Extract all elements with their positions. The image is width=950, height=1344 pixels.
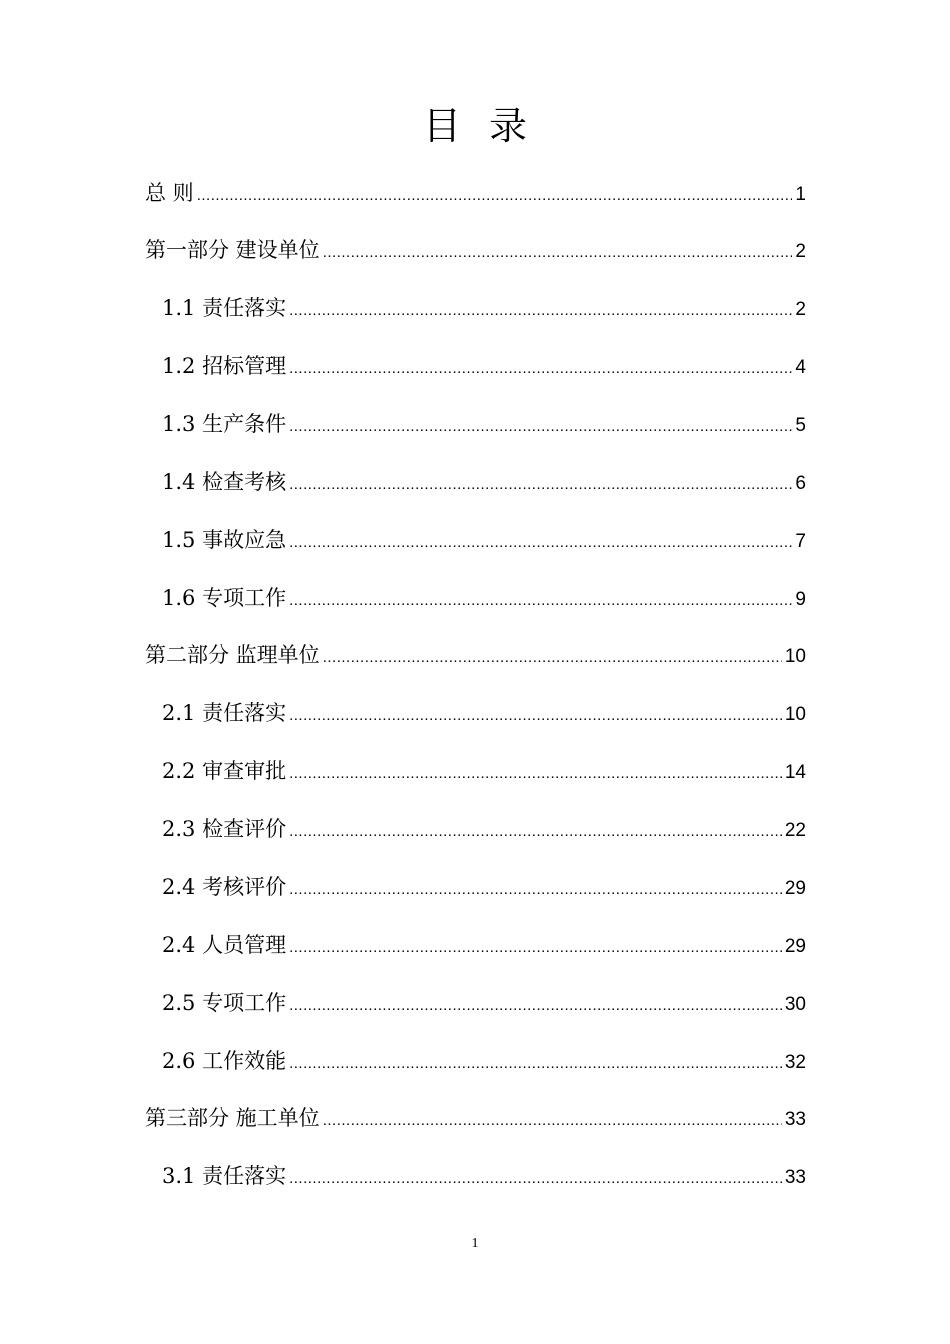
dot-leader: [289, 585, 792, 617]
dot-leader: [289, 1048, 782, 1080]
toc-entry-2-2[interactable]: [162, 755, 806, 787]
toc-entry-label: 2.3 检查评价: [162, 817, 287, 841]
toc-entry-1-1[interactable]: [162, 292, 806, 324]
toc-entry-label: 2.2 审查审批: [162, 759, 287, 783]
toc-entry-2-5[interactable]: [162, 987, 806, 1019]
toc-entry-general[interactable]: [145, 177, 806, 209]
toc-entry-page: 2: [795, 241, 806, 262]
toc-entry-1-3[interactable]: [162, 408, 806, 440]
toc-entry-label: 2.4 人员管理: [162, 933, 287, 957]
toc-entry-page: 2: [795, 299, 806, 320]
dot-leader: [289, 874, 782, 906]
toc-entry-page: 32: [784, 1052, 806, 1073]
toc-entry-page: 5: [795, 415, 806, 436]
page-number: 1: [471, 1236, 479, 1251]
dot-leader: [289, 411, 792, 443]
toc-entry-label: 1.6 专项工作: [162, 586, 287, 610]
dot-leader: [289, 816, 782, 848]
toc-entry-2-4b[interactable]: [162, 929, 806, 961]
dot-leader: [289, 295, 792, 327]
page-title: 目录: [422, 104, 555, 148]
dot-leader: [323, 1105, 782, 1137]
toc-entry-label: 1.2 招标管理: [162, 354, 287, 378]
toc-entry-2-3[interactable]: [162, 813, 806, 845]
toc-entry-page: 1: [795, 184, 806, 205]
toc-entry-2-1[interactable]: [162, 697, 806, 729]
toc-entry-label: 第二部分 监理单位: [145, 643, 320, 667]
toc-entry-2-6[interactable]: [162, 1045, 806, 1077]
toc-entry-label: 总 则: [145, 181, 194, 205]
toc-entry-label: 1.4 检查考核: [162, 470, 287, 494]
dot-leader: [289, 758, 782, 790]
toc-entry-1-2[interactable]: [162, 350, 806, 382]
toc-entry-page: 14: [784, 762, 806, 783]
dot-leader: [323, 237, 793, 269]
dot-leader: [289, 1163, 782, 1195]
toc-entry-page: 6: [795, 473, 806, 494]
toc-entry-page: 10: [784, 646, 806, 667]
toc-entry-page: 29: [784, 936, 806, 957]
toc-entry-part-2[interactable]: [145, 639, 806, 671]
toc-entry-label: 第三部分 施工单位: [145, 1106, 320, 1130]
toc-entry-page: 4: [795, 357, 806, 378]
toc-entry-label: 第一部分 建设单位: [145, 238, 320, 262]
toc-entry-page: 7: [795, 531, 806, 552]
toc-entry-page: 29: [784, 878, 806, 899]
toc-entry-page: 22: [784, 820, 806, 841]
toc-entry-1-4[interactable]: [162, 466, 806, 498]
toc-entry-label: 1.1 责任落实: [162, 296, 287, 320]
dot-leader: [289, 990, 782, 1022]
dot-leader: [289, 469, 792, 501]
toc-entry-page: 30: [784, 994, 806, 1015]
dot-leader: [197, 180, 793, 212]
toc-entry-label: 2.1 责任落实: [162, 701, 287, 725]
toc-entry-page: 33: [784, 1167, 806, 1188]
toc-entry-1-5[interactable]: [162, 524, 806, 556]
dot-leader: [323, 642, 782, 674]
toc-entry-part-1[interactable]: [145, 234, 806, 266]
toc-entry-page: 9: [795, 589, 806, 610]
dot-leader: [289, 353, 792, 385]
toc-entry-label: 1.5 事故应急: [162, 528, 287, 552]
toc-entry-page: 33: [784, 1109, 806, 1130]
toc-entry-2-4a[interactable]: [162, 871, 806, 903]
toc-entry-part-3[interactable]: [145, 1102, 806, 1134]
toc-entry-label: 1.3 生产条件: [162, 412, 287, 436]
toc-entry-label: 2.6 工作效能: [162, 1049, 287, 1073]
toc-entry-3-1[interactable]: [162, 1160, 806, 1192]
dot-leader: [289, 932, 782, 964]
toc-entry-label: 3.1 责任落实: [162, 1164, 287, 1188]
toc-entry-label: 2.4 考核评价: [162, 875, 287, 899]
toc-entry-1-6[interactable]: [162, 582, 806, 614]
toc-entry-page: 10: [784, 704, 806, 725]
dot-leader: [289, 700, 782, 732]
dot-leader: [289, 527, 792, 559]
toc-entry-label: 2.5 专项工作: [162, 991, 287, 1015]
